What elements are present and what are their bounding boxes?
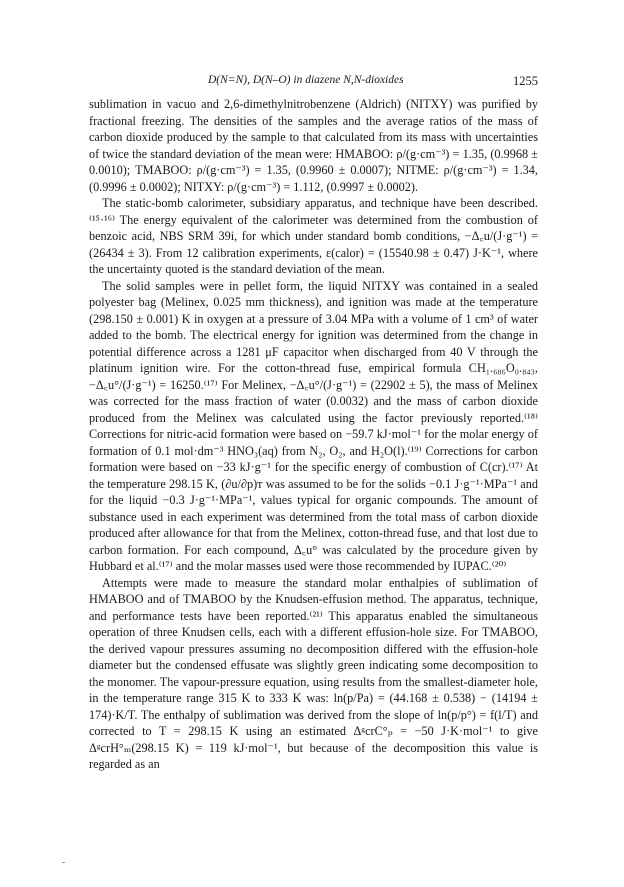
paragraph-sample-densities: sublimation in vacuo and 2,6-dimethylnitrobenzene (Aldrich) (NITXY) was purified by fractional freezing. The densities of the samples and the average ratios of the mass of carbon dioxide produced by the sample to that calculated from its mass with uncertainties of twice the standard deviation of the mean were: HMABOO: ρ/(g·cm⁻³) = 1.35, (0.9968 ± 0.0010); TMABOO: ρ/(g·cm⁻³) = 1.35, (0.9960 ± 0.0007); NITME: ρ/(g·cm⁻³) = 1.34, (0.9996 ± 0.0002); NITXY: ρ/(g·cm⁻³) = 1.112, (0.9997 ± 0.0002). [89, 97, 538, 194]
paragraph-combustion-procedure: The solid samples were in pellet form, the liquid NITXY was contained in a sealed polyester bag (Melinex, 0.025 mm thickness), and ignition was made at the temperature (298.150 ± 0.001) K in oxygen at a pressure of 3.04 MPa with a volume of 1 cm³ of water added to the bomb. The electrical energy for ignition was determined from the change in potential difference across a 1281 μF capacitor when discharged from 40 V through the platinum ignition wire. For the cotton-thread fuse, empirical formula CH₁.₆₈₆O₀.₈₄₃, −Δ꜀u°/(J·g⁻¹) = 16250.⁽¹⁷⁾ For Melinex, −Δ꜀u°/(J·g⁻¹) = (22902 ± 5), the mass of Melinex was corrected for the mass fraction of water (0.0032) and the mass of carbon dioxide produced from the Melinex was calculated using the factor previously reported.⁽¹⁸⁾ Corrections for nitric-acid formation were based on −59.7 kJ·mol⁻¹ for the molar energy of formation of 0.1 mol·dm⁻³ HNO₃(aq) from N₂, O₂, and H₂O(l).⁽¹⁹⁾ Corrections for carbon formation were based on −33 kJ·g⁻¹ for the specific energy of combustion of C(cr).⁽¹⁷⁾ At the temperature 298.15 K, (∂u/∂p)ᴛ was assumed to be for the solids −0.1 J·g⁻¹·MPa⁻¹ and for the liquid −0.3 J·g⁻¹·MPa⁻¹, values typical for organic compounds. The amount of substance used in each experiment was determined from the total mass of carbon dioxide produced after allowance for that from the Melinex, cotton-thread fuse, and that lost due to carbon formation. For each compound, Δ꜀u° was calculated by the procedure given by Hubbard et al.⁽¹⁷⁾ and the molar masses used were those recommended by IUPAC.⁽²⁰⁾ [89, 278, 538, 573]
page-number: 1255 [513, 74, 538, 88]
body-text [89, 96, 538, 773]
paragraph-calorimeter: The static-bomb calorimeter, subsidiary apparatus, and technique have been described.⁽¹⁵·¹⁶⁾ The energy equivalent of the calorimeter was determined from the combustion of benzoic acid, NBS SRM 39i, for which under standard bomb conditions, −Δ꜀u/(J·g⁻¹) = (26434 ± 3). From 12 calibration experiments, ε(calor) = (15540.98 ± 0.47) J·K⁻¹, where the uncertainty quoted is the standard deviation of the mean. [89, 196, 538, 276]
running-title: D(N=N), D(N–O) in diazene N,N-dioxides [208, 74, 404, 86]
scan-artifact [62, 862, 65, 863]
running-header [88, 74, 538, 90]
paragraph-knudsen-effusion: Attempts were made to measure the standard molar enthalpies of sublimation of HMABOO and of TMABOO by the Knudsen-effusion method. The apparatus, technique, and performance tests have been reported.⁽²¹⁾ This apparatus enabled the simultaneous operation of three Knudsen cells, each with a different effusion-hole size. For TMABOO, the derived vapour pressures assuming no decomposition differed with the effusion-hole diameter but the condensed effusate was slightly green indicating some decomposition to the monomer. The vapour-pressure equation, using results from the smallest-diameter hole, in the temperature range 315 K to 333 K was: ln(p/Pa) = (44.168 ± 0.538) − (14194 ± 174)·K/T. The enthalpy of sublimation was derived from the slope of ln(p/p°) = f(l/T) and corrected to T = 298.15 K using an estimated ΔᵍcrC°ₚ = −50 J·K·mol⁻¹ to give ΔᵍcrH°ₘ(298.15 K) = 119 kJ·mol⁻¹, but because of the decomposition this value is regarded as an [89, 575, 538, 771]
